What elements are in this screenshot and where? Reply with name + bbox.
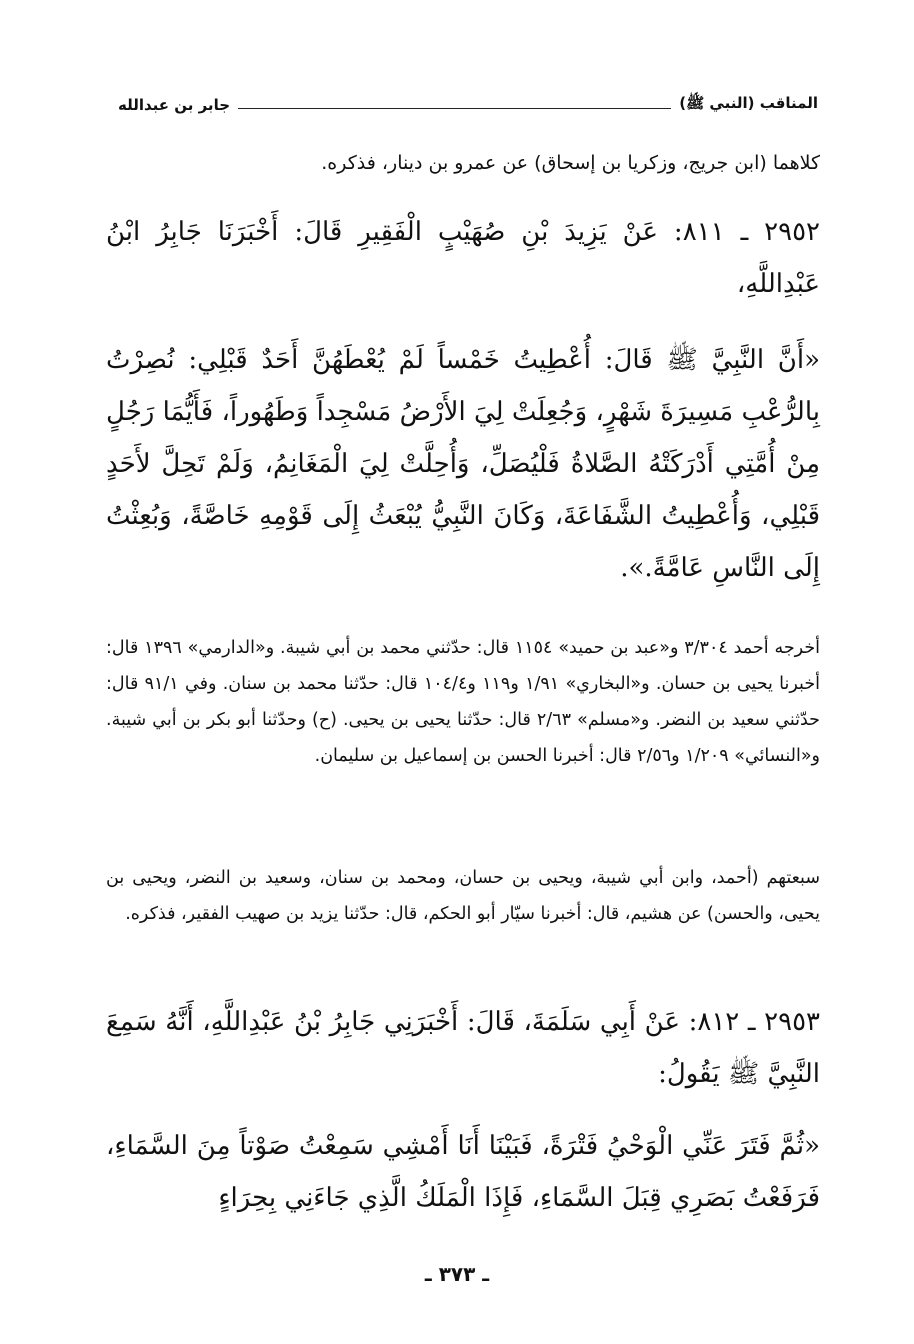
header-chapter: المناقب (النبي ﷺ): [679, 94, 818, 112]
page-number: ـ ٣٧٣ ـ: [424, 1262, 490, 1286]
running-header: [118, 92, 818, 118]
hadith-2952-isnad: سبعتهم (أحمد، وابن أبي شيبة، ويحيى بن حسان، ومحمد بن سنان، وسعيد بن النضر، ويحيى بن يحيى، والحسن) عن هشيم، قال: أخبرنا سيّار أبو الحكم، قال: حدّثنا يزيد بن صهيب الفقير، فذكره.: [106, 868, 820, 924]
header-companion: جابر بن عبدالله: [118, 96, 231, 114]
hadith-2953-heading: ٢٩٥٣ ـ ٨١٢: عَنْ أَبِي سَلَمَةَ، قَالَ: أَخْبَرَنِي جَابِرُ بْنُ عَبْدِاللَّهِ، أَنَّهُ سَمِعَ النَّبِيَّ ﷺ يَقُولُ:: [106, 1007, 820, 1089]
header-rule: [238, 108, 671, 109]
hadith-2952-matn: «أَنَّ النَّبِيَّ ﷺ قَالَ: أُعْطِيتُ خَمْساً لَمْ يُعْطَهُنَّ أَحَدٌ قَبْلِي: نُصِرْتُ بِالرُّعْبِ مَسِيرَةَ شَهْرٍ، وَجُعِلَتْ لِيَ الأَرْضُ مَسْجِداً وَطَهُوراً، فَأَيُّمَا رَجُلٍ مِنْ أُمَّتِي أَدْرَكَتْهُ الصَّلاةُ فَلْيُصَلِّ، وَأُحِلَّتْ لِيَ الْمَغَانِمُ، وَلَمْ تَحِلَّ لأَحَدٍ قَبْلِي، وَأُعْطِيتُ الشَّفَاعَةَ، وَكَانَ النَّبِيُّ يُبْعَثُ إِلَى قَوْمِهِ خَاصَّةً، وَبُعِثْتُ إِلَى النَّاسِ عَامَّةً.».: [106, 345, 820, 583]
hadith-2952-heading: ٢٩٥٢ ـ ٨١١: عَنْ يَزِيدَ بْنِ صُهَيْبٍ الْفَقِيرِ قَالَ: أَخْبَرَنَا جَابِرُ ابْنُ عَبْدِاللَّهِ،: [106, 217, 820, 299]
intro-line: كلاهما (ابن جريج، وزكريا بن إسحاق) عن عمرو بن دينار، فذكره.: [321, 152, 820, 174]
hadith-2952-takhrij: أخرجه أحمد ٣/٣٠٤ و«عبد بن حميد» ١١٥٤ قال: حدّثني محمد بن أبي شيبة. و«الدارمي» ١٣٩٦ قال: أخبرنا يحيى بن حسان. و«البخاري» ١/٩١ و١١٩ و١٠٤/٤ قال: حدّثنا محمد بن سنان. وفي ٩١/١ قال: حدّثني سعيد بن النضر. و«مسلم» ٢/٦٣ قال: حدّثنا يحيى بن يحيى. (ح) وحدّثنا أبو بكر بن أبي شيبة. و«النسائي» ١/٢٠٩ و٢/٥٦ قال: أخبرنا الحسن بن إسماعيل بن سليمان.: [106, 638, 820, 766]
hadith-2953-matn: «ثُمَّ فَتَرَ عَنِّي الْوَحْيُ فَتْرَةً، فَبَيْنَا أَنَا أَمْشِي سَمِعْتُ صَوْتاً مِنَ السَّمَاءِ، فَرَفَعْتُ بَصَرِي قِبَلَ السَّمَاءِ، فَإِذَا الْمَلَكُ الَّذِي جَاءَنِي بِحِرَاءٍ: [106, 1131, 820, 1213]
